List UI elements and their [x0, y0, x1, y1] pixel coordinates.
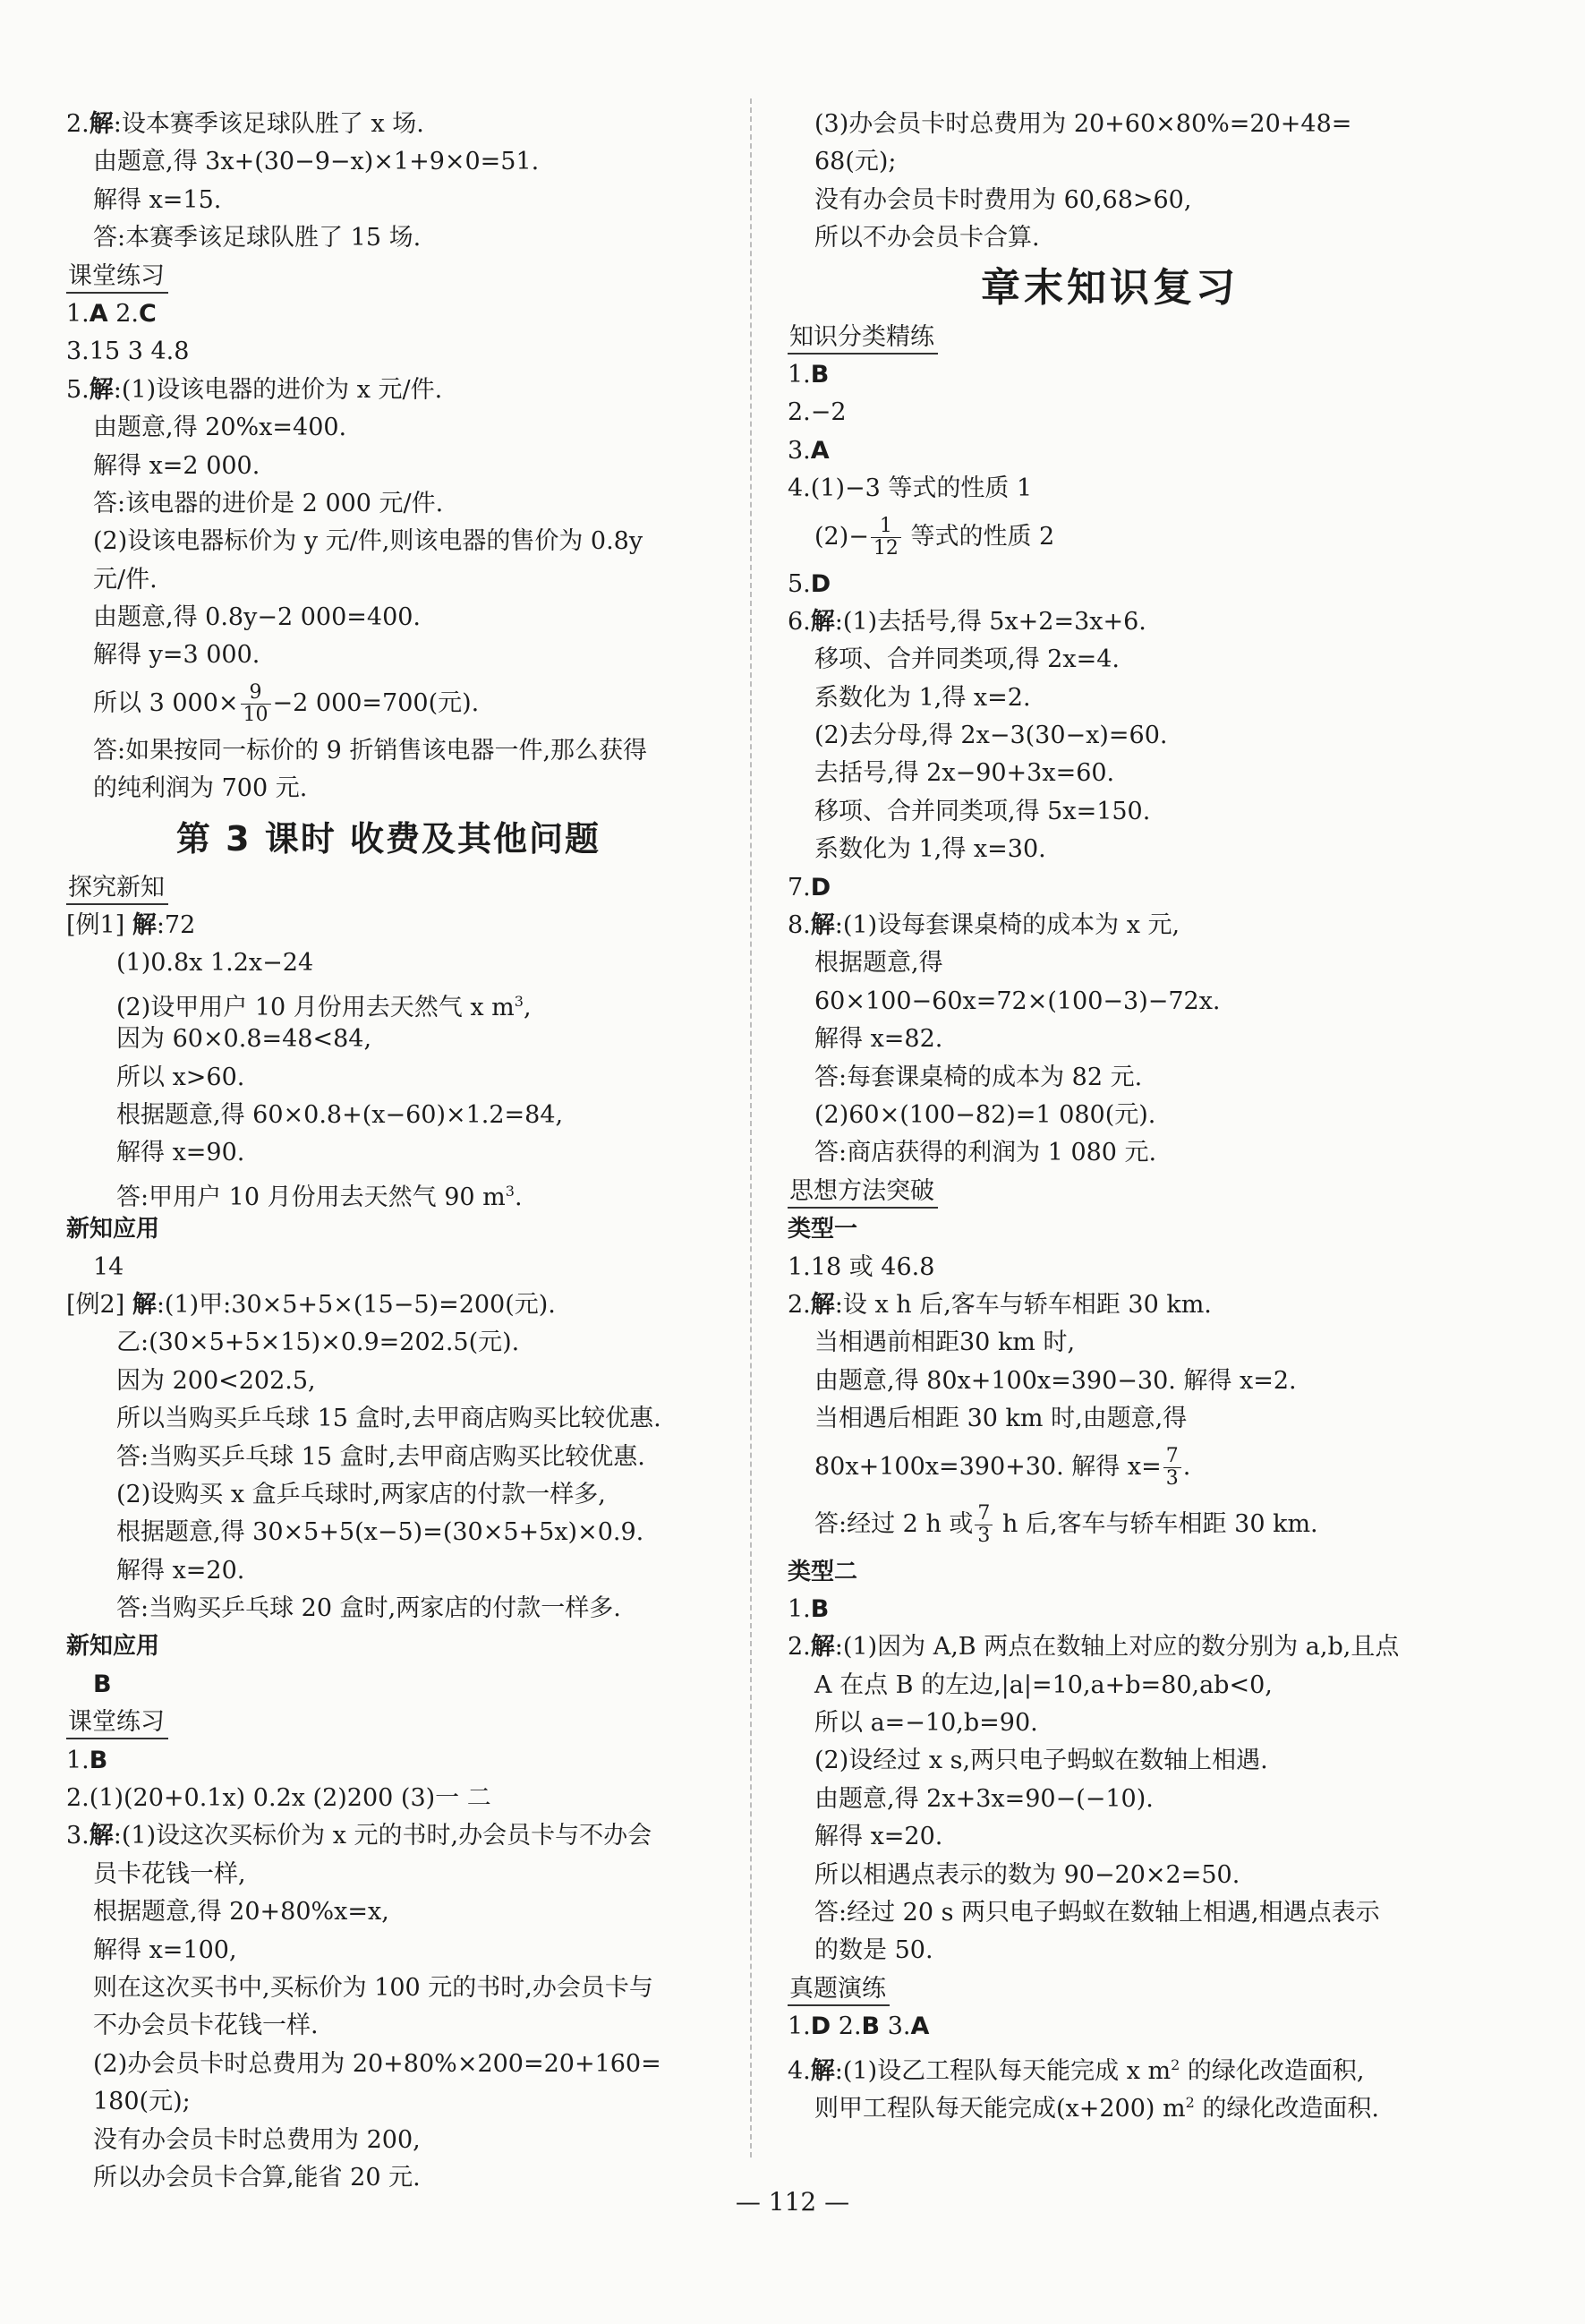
section-title	[66, 808, 711, 869]
line-text: 答:每套课桌椅的成本为 82 元.	[814, 1063, 1143, 1091]
line-text: 系数化为 1,得 x=2.	[814, 683, 1031, 712]
page-number: — 112 —	[735, 2187, 850, 2217]
line-text: 等式的性质 2	[902, 522, 1055, 551]
line-text: 则甲工程队每天能完成(x+200) m	[814, 2094, 1186, 2123]
fraction	[1163, 1446, 1181, 1490]
text-line	[66, 1514, 711, 1551]
text-line	[66, 485, 711, 523]
superscript: 3	[505, 1182, 515, 1200]
line-text: 第 3 课时 收费及其他问题	[175, 818, 601, 859]
line-text: 1.18 或 46.8	[788, 1252, 935, 1281]
section-heading	[788, 1173, 1432, 1210]
text-line	[788, 470, 1432, 508]
line-text: 由题意,得 80x+100x=390−30. 解得 x=2.	[814, 1366, 1297, 1395]
line-text: 的绿化改造面积,	[1180, 2056, 1365, 2085]
text-line	[788, 831, 1432, 868]
text-line	[788, 182, 1432, 219]
bold-label: D	[810, 2012, 831, 2041]
text-line	[66, 523, 711, 560]
text-line	[66, 1932, 711, 1969]
text-line	[788, 1097, 1432, 1134]
line-text: 解得 x=82.	[814, 1025, 943, 1054]
line-text: 的纯利润为 700 元.	[93, 774, 308, 803]
text-line	[66, 1249, 711, 1286]
line-text: A 在点 B 的左边,|a|=10,a+b=80,ab<0,	[814, 1670, 1273, 1699]
text-line	[66, 1969, 711, 2007]
bold-label: B	[810, 1594, 830, 1623]
line-text: 答:当购买乒乓球 15 盒时,去甲商店购买比较优惠.	[116, 1442, 645, 1471]
line-text: 5.	[788, 569, 811, 598]
line-text: 则在这次买书中,买标价为 100 元的书时,办会员卡与	[93, 1973, 653, 2002]
line-text: 根据题意,得 20+80%x=x,	[93, 1898, 389, 1927]
line-text: :(1)去括号,得 5x+2=3x+6.	[834, 607, 1146, 636]
text-line	[788, 219, 1432, 257]
line-text: 根据题意,得	[814, 949, 943, 978]
text-line	[788, 143, 1432, 181]
line-text: 8.	[788, 911, 811, 940]
text-line	[788, 755, 1432, 792]
line-text: 移项、合并同类项,得 5x=150.	[814, 797, 1151, 825]
text-line	[788, 907, 1432, 944]
text-line	[66, 1552, 711, 1590]
fraction-denominator: 12	[873, 536, 899, 560]
line-text: 解得 y=3 000.	[93, 641, 260, 670]
line-text: 根据题意,得 30×5+5(x−5)=(30×5+5x)×0.9.	[116, 1518, 644, 1547]
fraction-denominator: 3	[1165, 1466, 1179, 1490]
line-text: 的数是 50.	[814, 1936, 933, 1965]
text-line	[788, 432, 1432, 470]
line-text: 所以 3 000×	[93, 688, 239, 717]
text-line	[788, 1705, 1432, 1742]
fraction-numerator: 7	[1163, 1446, 1181, 1468]
line-text: 1.	[788, 2012, 811, 2041]
text-line	[788, 1894, 1432, 1932]
text-line	[788, 508, 1432, 566]
text-line	[66, 1059, 711, 1097]
line-text: :(1)设乙工程队每天能完成 x m	[834, 2056, 1172, 2085]
text-line	[788, 1059, 1432, 1097]
line-text: 新知应用	[66, 1216, 160, 1243]
text-line	[66, 637, 711, 674]
line-text: :(1)因为 A,B 两点在数轴上对应的数分别为 a,b,且点	[834, 1633, 1400, 1662]
text-line	[788, 1249, 1432, 1286]
line-text: 2.	[831, 2012, 862, 2041]
line-text: 2.	[107, 299, 140, 328]
line-text: 知识分类精练	[788, 323, 938, 355]
line-text: 探究新知	[66, 874, 168, 905]
text-line	[788, 1781, 1432, 1818]
text-line	[788, 1818, 1432, 1856]
text-line	[788, 106, 1432, 143]
text-line	[788, 1439, 1432, 1496]
line-text: :72	[156, 911, 196, 940]
bold-label: B	[810, 360, 830, 389]
column-divider	[750, 98, 752, 2157]
line-text: 答:经过 20 s 两只电子蚂蚁在数轴上相遇,相遇点表示	[814, 1899, 1380, 1927]
line-text: 2.	[788, 1633, 811, 1662]
text-line	[66, 219, 711, 257]
line-text: 章末知识复习	[981, 264, 1239, 311]
text-line	[788, 1021, 1432, 1058]
bold-label: 解	[89, 1822, 114, 1850]
fraction-denominator: 10	[243, 703, 268, 726]
text-line	[788, 566, 1432, 603]
text-line	[66, 106, 711, 143]
line-text: 所以 a=−10,b=90.	[814, 1709, 1038, 1738]
line-text: 解得 x=20.	[814, 1823, 943, 1851]
text-line	[66, 1476, 711, 1514]
line-text: 由题意,得 0.8y−2 000=400.	[93, 603, 422, 632]
text-line	[66, 944, 711, 982]
line-text: 2.−2	[788, 398, 847, 427]
line-text: 解得 x=2 000.	[93, 451, 260, 480]
fraction-denominator: 3	[977, 1524, 991, 1547]
bold-label: 解	[810, 1290, 835, 1319]
text-line	[788, 1286, 1432, 1324]
line-text: 3.15 3 4.8	[66, 337, 190, 366]
line-text: 没有办会员卡时总费用为 200,	[93, 2125, 421, 2154]
line-text: 1.	[66, 299, 89, 328]
bold-label: D	[810, 873, 831, 901]
line-text: 答:经过 2 h 或	[814, 1509, 974, 1538]
text-line	[788, 869, 1432, 907]
line-text: 答:当购买乒乓球 20 盒时,两家店的付款一样多.	[116, 1594, 621, 1623]
bold-label: B	[93, 1670, 112, 1698]
text-line	[66, 1173, 711, 1210]
text-line	[66, 1439, 711, 1476]
line-text: .	[1182, 1452, 1191, 1481]
line-text: 5.	[66, 375, 89, 404]
line-text: .	[514, 1183, 523, 1211]
text-line	[66, 1363, 711, 1400]
text-line	[788, 2008, 1432, 2046]
line-text: 所以不办会员卡合算.	[814, 224, 1040, 252]
section-heading	[788, 1970, 1432, 2008]
line-text: 因为 200<202.5,	[116, 1366, 316, 1395]
text-line	[66, 372, 711, 409]
bold-label: 解	[810, 607, 835, 636]
text-line	[788, 2046, 1432, 2084]
line-text: 答:商店获得的利润为 1 080 元.	[814, 1139, 1157, 1167]
text-line	[66, 448, 711, 485]
line-text: 2.(1)(20+0.1x) 0.2x (2)200 (3)一 二	[66, 1784, 491, 1813]
text-line	[788, 1591, 1432, 1628]
text-line	[66, 1856, 711, 1893]
line-text: 的绿化改造面积.	[1194, 2094, 1379, 2123]
line-text: 员卡花钱一样,	[93, 1859, 246, 1888]
text-line	[66, 1324, 711, 1362]
line-text: 当相遇前相距30 km 时,	[814, 1329, 1076, 1357]
text-line	[66, 1590, 711, 1628]
line-text: h 后,客车与轿车相距 30 km.	[994, 1509, 1318, 1538]
text-line	[66, 2007, 711, 2045]
line-text: 答:甲用户 10 月份用去天然气 90 m	[116, 1183, 506, 1211]
bold-label: 解	[810, 911, 835, 940]
text-line	[788, 944, 1432, 982]
fraction	[241, 682, 271, 726]
line-text: 7.	[788, 873, 811, 901]
line-text: [例1]	[66, 911, 132, 940]
line-text: 根据题意,得 60×0.8+(x−60)×1.2=84,	[116, 1100, 564, 1129]
subheading	[66, 1210, 711, 1248]
line-text: 所以办会员卡合算,能省 20 元.	[93, 2163, 421, 2192]
line-text: 3.	[788, 436, 811, 465]
line-text: :(1)设每套课桌椅的成本为 x 元,	[834, 911, 1180, 940]
text-line	[788, 603, 1432, 641]
line-text: 所以当购买乒乓球 15 盒时,去甲商店购买比较优惠.	[116, 1405, 661, 1433]
text-line	[788, 793, 1432, 831]
line-text: 解得 x=20.	[116, 1556, 245, 1585]
section-heading	[66, 258, 711, 295]
section-heading	[66, 1704, 711, 1741]
line-text: :(1)设该电器的进价为 x 元/件.	[113, 375, 443, 404]
line-text: 因为 60×0.8=48<84,	[116, 1025, 372, 1054]
line-text: 移项、合并同类项,得 2x=4.	[814, 645, 1120, 674]
section-heading	[66, 869, 711, 907]
line-text: 解得 x=100,	[93, 1935, 237, 1964]
bold-label: B	[89, 1746, 108, 1774]
bold-label: A	[810, 436, 830, 465]
line-text: :设本赛季该足球队胜了 x 场.	[113, 110, 424, 138]
line-text: 解得 x=90.	[116, 1139, 245, 1167]
text-line	[788, 1932, 1432, 1969]
line-text: :(1)甲:30×5+5×(15−5)=200(元).	[156, 1290, 556, 1319]
line-text: (2)设甲用户 10 月份用去天然气 x m	[116, 993, 515, 1021]
text-line	[66, 1893, 711, 1931]
line-text: 6.	[788, 607, 811, 636]
text-line	[788, 1400, 1432, 1438]
line-text: (2)去分母,得 2x−3(30−x)=60.	[814, 722, 1168, 750]
fraction-numerator: 7	[975, 1503, 993, 1525]
line-text: 类型二	[788, 1558, 858, 1585]
text-line	[788, 717, 1432, 755]
line-text: 由题意,得 20%x=400.	[93, 414, 347, 442]
line-text: 68(元);	[814, 148, 897, 176]
line-text: 1.	[66, 1746, 89, 1774]
line-text: 答:如果按同一标价的 9 折销售该电器一件,那么获得	[93, 736, 648, 765]
text-line	[66, 1097, 711, 1134]
line-text: 所以 x>60.	[116, 1063, 245, 1091]
line-text: 80x+100x=390+30. 解得 x=	[814, 1452, 1162, 1481]
line-text: :(1)设这次买标价为 x 元的书时,办会员卡与不办会	[113, 1822, 652, 1850]
text-line	[66, 1134, 711, 1172]
text-line	[66, 1817, 711, 1855]
line-text: 解得 x=15.	[93, 185, 222, 214]
fraction	[975, 1503, 993, 1547]
line-text: 真题演练	[788, 1975, 890, 2006]
line-text: 元/件.	[93, 565, 158, 594]
line-text: [例2]	[66, 1290, 132, 1319]
text-line	[788, 1742, 1432, 1780]
line-text: 4.	[788, 2056, 811, 2085]
text-line	[66, 295, 711, 333]
line-text: 1.	[788, 1594, 811, 1623]
line-text: 答:该电器的进价是 2 000 元/件.	[93, 489, 444, 517]
text-line	[788, 1134, 1432, 1172]
text-line	[66, 1286, 711, 1324]
text-line	[788, 356, 1432, 394]
line-text: 60×100−60x=72×(100−3)−72x.	[814, 987, 1221, 1015]
text-line	[66, 2122, 711, 2159]
bold-label: B	[861, 2012, 881, 2041]
line-text: 不办会员卡花钱一样.	[93, 2012, 319, 2040]
line-text: 3.	[880, 2012, 911, 2041]
bold-label: D	[810, 569, 831, 598]
text-line	[788, 1628, 1432, 1666]
bold-label: 解	[132, 1290, 157, 1319]
line-text: (2)设该电器标价为 y 元/件,则该电器的售价为 0.8y	[93, 527, 643, 556]
line-text: (2)设经过 x s,两只电子蚂蚁在数轴上相遇.	[814, 1747, 1268, 1775]
subheading	[788, 1553, 1432, 1591]
line-text: 2.	[788, 1290, 811, 1319]
fraction-numerator: 1	[871, 516, 901, 538]
subheading	[66, 1628, 711, 1665]
line-text: 思想方法突破	[788, 1177, 938, 1209]
text-line	[788, 1667, 1432, 1705]
text-line	[66, 2046, 711, 2083]
bold-label: C	[139, 299, 157, 328]
text-line	[788, 1857, 1432, 1894]
line-text: (3)办会员卡时总费用为 20+60×80%=20+48=	[814, 110, 1352, 138]
line-text: 所以相遇点表示的数为 90−20×2=50.	[814, 1860, 1240, 1889]
bold-label: 解	[132, 911, 157, 940]
text-line	[66, 561, 711, 599]
superscript: 2	[1185, 2093, 1195, 2111]
line-text: 当相遇后相距 30 km 时,由题意,得	[814, 1405, 1188, 1433]
line-text: 4.(1)−3 等式的性质 1	[788, 474, 1033, 503]
line-text: :设 x h 后,客车与轿车相距 30 km.	[834, 1290, 1212, 1319]
text-line	[66, 409, 711, 447]
superscript: 2	[1171, 2055, 1180, 2073]
bold-label: 解	[810, 1633, 835, 1662]
fraction	[871, 516, 901, 560]
text-line	[66, 2083, 711, 2121]
text-line	[66, 333, 711, 371]
line-text: 系数化为 1,得 x=30.	[814, 835, 1046, 864]
superscript: 3	[514, 992, 524, 1010]
line-text: 1.	[788, 360, 811, 389]
line-text: 14	[93, 1252, 124, 1281]
left-column	[66, 106, 711, 2197]
text-line	[66, 1021, 711, 1058]
bold-label: A	[89, 299, 108, 328]
bold-label: 解	[810, 2056, 835, 2085]
line-text: 由题意,得 2x+3x=90−(−10).	[814, 1784, 1154, 1813]
text-line	[66, 907, 711, 944]
text-line	[66, 182, 711, 219]
chapter-title	[788, 258, 1432, 319]
line-text: 由题意,得 3x+(30−9−x)×1+9×0=51.	[93, 148, 540, 176]
text-line	[66, 675, 711, 732]
bold-label: A	[910, 2012, 930, 2041]
text-line	[788, 641, 1432, 679]
text-line	[66, 1742, 711, 1780]
line-text: 课堂练习	[66, 1708, 168, 1739]
line-text: 新知应用	[66, 1633, 160, 1661]
text-line	[66, 599, 711, 637]
text-line	[788, 983, 1432, 1021]
text-line	[66, 732, 711, 770]
line-text: 类型一	[788, 1216, 858, 1243]
text-line	[66, 1780, 711, 1817]
text-line	[66, 1400, 711, 1438]
line-text: (1)0.8x 1.2x−24	[116, 949, 314, 978]
line-text: 180(元);	[93, 2088, 191, 2116]
text-line	[788, 394, 1432, 431]
line-text: 答:本赛季该足球队胜了 15 场.	[93, 224, 422, 252]
text-line	[788, 1324, 1432, 1362]
line-text: 没有办会员卡时费用为 60,68>60,	[814, 185, 1192, 214]
subheading	[788, 1210, 1432, 1248]
text-line	[788, 1496, 1432, 1553]
line-text: 2.	[66, 110, 89, 138]
line-text: (2)设购买 x 盒乒乓球时,两家店的付款一样多,	[116, 1480, 606, 1508]
section-heading	[788, 319, 1432, 356]
text-line	[788, 679, 1432, 717]
text-line	[788, 1363, 1432, 1400]
right-column	[788, 106, 1432, 2122]
line-text: 课堂练习	[66, 262, 168, 294]
line-text: (2)办会员卡时总费用为 20+80%×200=20+160=	[93, 2049, 661, 2078]
text-line	[66, 143, 711, 181]
line-text: 去括号,得 2x−90+3x=60.	[814, 759, 1115, 788]
text-line	[66, 770, 711, 807]
text-line	[66, 983, 711, 1021]
bold-label: 解	[89, 375, 114, 404]
line-text: (2)−	[814, 522, 869, 551]
line-text: 3.	[66, 1822, 89, 1850]
fraction-numerator: 9	[241, 682, 271, 705]
text-line	[66, 1666, 711, 1704]
line-text: ,	[523, 993, 532, 1021]
line-text: 乙:(30×5+5×15)×0.9=202.5(元).	[116, 1329, 520, 1357]
bold-label: 解	[89, 110, 114, 138]
text-line	[788, 2084, 1432, 2122]
line-text: (2)60×(100−82)=1 080(元).	[814, 1100, 1156, 1129]
line-text: −2 000=700(元).	[272, 688, 480, 717]
